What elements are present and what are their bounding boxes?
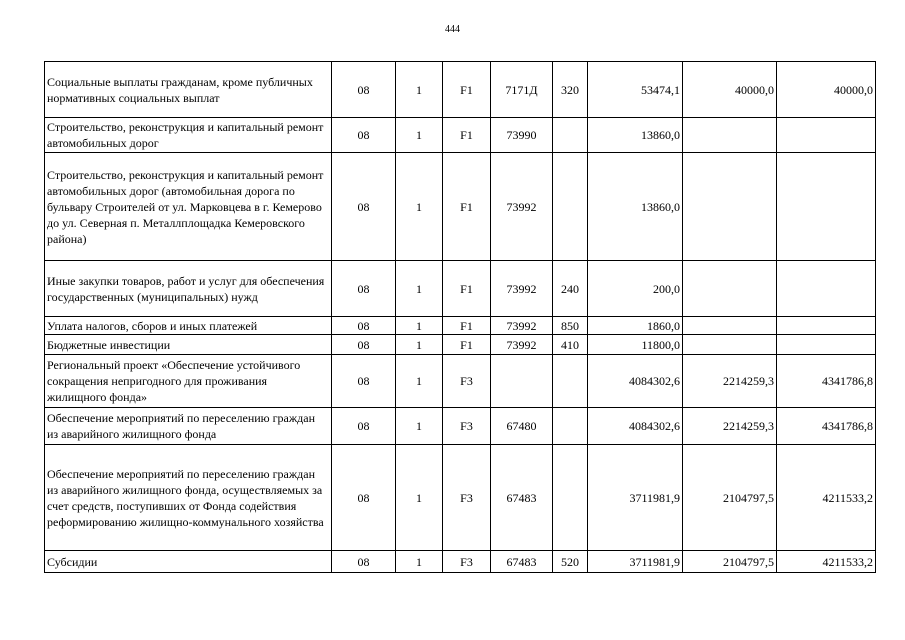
code-subsection-cell: 1 <box>396 408 443 445</box>
target-article-cell: 67483 <box>491 551 553 573</box>
program-code-cell: F1 <box>443 118 491 153</box>
table-row <box>45 355 876 408</box>
amount-year3-cell <box>777 335 876 355</box>
program-code-cell: F3 <box>443 408 491 445</box>
amount-year2-cell: 40000,0 <box>683 62 777 118</box>
code-section-cell: 08 <box>332 408 396 445</box>
amount-year2-cell: 2214259,3 <box>683 408 777 445</box>
amount-year1-cell: 200,0 <box>588 261 683 317</box>
code-section-cell: 08 <box>332 118 396 153</box>
target-article-cell: 73992 <box>491 335 553 355</box>
code-section-cell: 08 <box>332 153 396 261</box>
row-name-cell: Бюджетные инвестиции <box>45 335 332 355</box>
table-row <box>45 118 876 153</box>
target-article-cell: 73992 <box>491 317 553 335</box>
code-section-cell: 08 <box>332 62 396 118</box>
amount-year3-cell: 4341786,8 <box>777 408 876 445</box>
row-name-cell: Социальные выплаты гражданам, кроме публичных нормативных социальных выплат <box>45 62 332 118</box>
table-row <box>45 335 876 355</box>
amount-year3-cell <box>777 118 876 153</box>
code-subsection-cell: 1 <box>396 261 443 317</box>
amount-year1-cell: 4084302,6 <box>588 408 683 445</box>
expense-type-cell: 320 <box>553 62 588 118</box>
target-article-cell: 67480 <box>491 408 553 445</box>
program-code-cell: F1 <box>443 62 491 118</box>
amount-year2-cell <box>683 261 777 317</box>
amount-year2-cell <box>683 118 777 153</box>
amount-year1-cell: 13860,0 <box>588 153 683 261</box>
amount-year3-cell <box>777 153 876 261</box>
amount-year3-cell: 4211533,2 <box>777 551 876 573</box>
code-subsection-cell: 1 <box>396 551 443 573</box>
table-body <box>45 62 876 573</box>
amount-year2-cell: 2104797,5 <box>683 445 777 551</box>
expense-type-cell: 240 <box>553 261 588 317</box>
amount-year3-cell <box>777 317 876 335</box>
table-row <box>45 261 876 317</box>
row-name-cell: Обеспечение мероприятий по переселению граждан из аварийного жилищного фонда <box>45 408 332 445</box>
target-article-cell <box>491 355 553 408</box>
code-subsection-cell: 1 <box>396 335 443 355</box>
code-section-cell: 08 <box>332 355 396 408</box>
code-section-cell: 08 <box>332 317 396 335</box>
row-name-cell: Субсидии <box>45 551 332 573</box>
code-subsection-cell: 1 <box>396 355 443 408</box>
target-article-cell: 73992 <box>491 153 553 261</box>
amount-year3-cell: 4341786,8 <box>777 355 876 408</box>
expense-type-cell: 410 <box>553 335 588 355</box>
table-row <box>45 62 876 118</box>
program-code-cell: F1 <box>443 153 491 261</box>
code-section-cell: 08 <box>332 261 396 317</box>
program-code-cell: F1 <box>443 335 491 355</box>
code-section-cell: 08 <box>332 551 396 573</box>
amount-year1-cell: 53474,1 <box>588 62 683 118</box>
target-article-cell: 7171Д <box>491 62 553 118</box>
amount-year3-cell: 40000,0 <box>777 62 876 118</box>
amount-year1-cell: 3711981,9 <box>588 445 683 551</box>
row-name-cell: Обеспечение мероприятий по переселению граждан из аварийного жилищного фонда, осуществляемых за счет средств, поступивших от Фонда содействия реформированию жилищно-коммунального хозяйства <box>45 445 332 551</box>
amount-year1-cell: 3711981,9 <box>588 551 683 573</box>
code-subsection-cell: 1 <box>396 445 443 551</box>
row-name-cell: Уплата налогов, сборов и иных платежей <box>45 317 332 335</box>
amount-year1-cell: 1860,0 <box>588 317 683 335</box>
amount-year3-cell: 4211533,2 <box>777 445 876 551</box>
amount-year1-cell: 13860,0 <box>588 118 683 153</box>
target-article-cell: 67483 <box>491 445 553 551</box>
table-row <box>45 408 876 445</box>
row-name-cell: Строительство, реконструкция и капитальный ремонт автомобильных дорог <box>45 118 332 153</box>
table-row <box>45 445 876 551</box>
expense-type-cell: 850 <box>553 317 588 335</box>
expense-type-cell <box>553 445 588 551</box>
target-article-cell: 73992 <box>491 261 553 317</box>
amount-year2-cell <box>683 317 777 335</box>
amount-year3-cell <box>777 261 876 317</box>
table-row <box>45 551 876 573</box>
expense-type-cell <box>553 408 588 445</box>
program-code-cell: F3 <box>443 445 491 551</box>
code-section-cell: 08 <box>332 335 396 355</box>
expense-type-cell <box>553 355 588 408</box>
code-subsection-cell: 1 <box>396 62 443 118</box>
expense-type-cell <box>553 153 588 261</box>
table-row <box>45 153 876 261</box>
program-code-cell: F1 <box>443 261 491 317</box>
table-row <box>45 317 876 335</box>
expense-type-cell: 520 <box>553 551 588 573</box>
amount-year2-cell: 2214259,3 <box>683 355 777 408</box>
amount-year2-cell <box>683 153 777 261</box>
code-subsection-cell: 1 <box>396 317 443 335</box>
page-number: 444 <box>445 24 460 35</box>
amount-year1-cell: 4084302,6 <box>588 355 683 408</box>
row-name-cell: Строительство, реконструкция и капитальный ремонт автомобильных дорог (автомобильная дорога по бульвару Строителей от ул. Марковцева в г. Кемерово до ул. Северная п. Металлплощадка Кемеровского района) <box>45 153 332 261</box>
amount-year2-cell: 2104797,5 <box>683 551 777 573</box>
code-subsection-cell: 1 <box>396 118 443 153</box>
program-code-cell: F1 <box>443 317 491 335</box>
code-section-cell: 08 <box>332 445 396 551</box>
budget-table <box>44 61 876 573</box>
row-name-cell: Региональный проект «Обеспечение устойчивого сокращения непригодного для проживания жилищного фонда» <box>45 355 332 408</box>
program-code-cell: F3 <box>443 355 491 408</box>
program-code-cell: F3 <box>443 551 491 573</box>
row-name-cell: Иные закупки товаров, работ и услуг для обеспечения государственных (муниципальных) нужд <box>45 261 332 317</box>
target-article-cell: 73990 <box>491 118 553 153</box>
amount-year2-cell <box>683 335 777 355</box>
expense-type-cell <box>553 118 588 153</box>
code-subsection-cell: 1 <box>396 153 443 261</box>
amount-year1-cell: 11800,0 <box>588 335 683 355</box>
